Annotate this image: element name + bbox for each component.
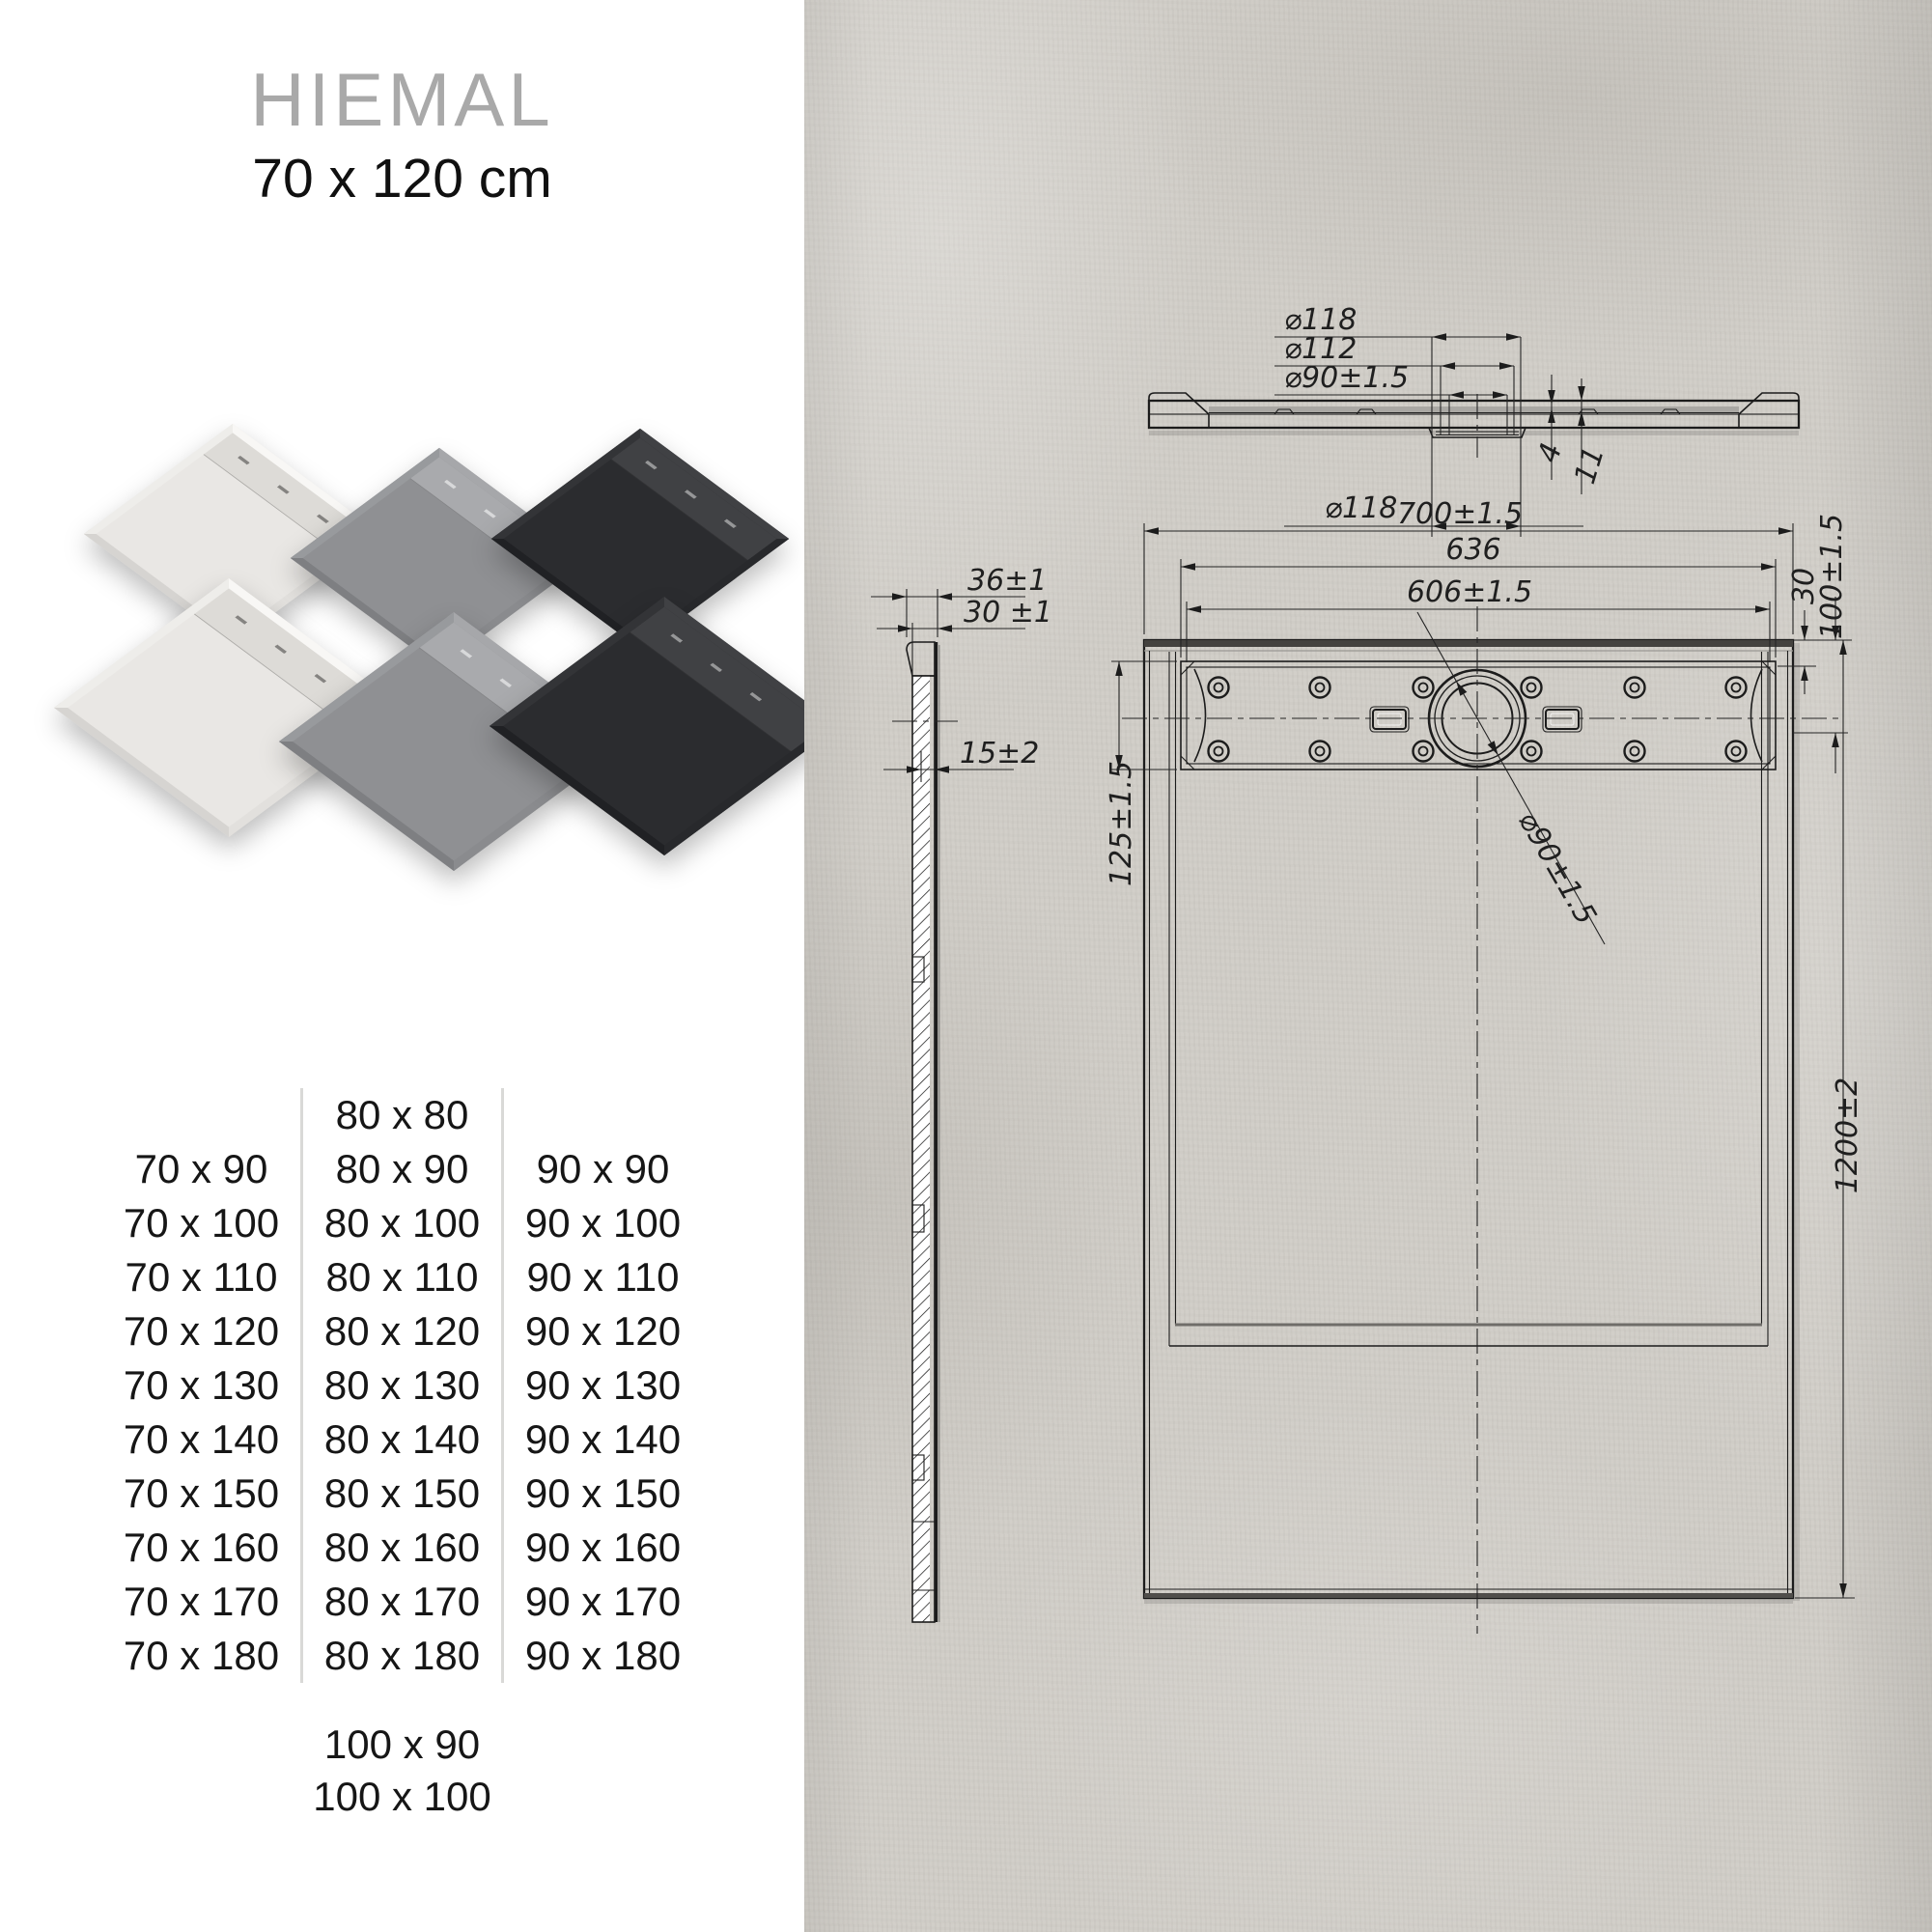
size-option: 80 x 100	[323, 1200, 481, 1246]
dim-label-30-plan: 30	[1787, 567, 1821, 605]
size-option: 90 x 140	[524, 1416, 682, 1462]
dim-label-4: 4	[1531, 438, 1570, 467]
product-title: HIEMAL	[250, 57, 554, 142]
dim-label-dia118-top: ⌀118	[1284, 303, 1358, 337]
size-option: 90 x 180	[524, 1633, 682, 1678]
size-option: 70 x 170	[123, 1579, 280, 1624]
size-option: 80 x 120	[323, 1308, 481, 1354]
dim-label-dia112: ⌀112	[1284, 332, 1358, 366]
dim-label-dia90-section: ⌀90±1.5	[1284, 361, 1410, 395]
size-option: 100 x 90	[323, 1722, 481, 1767]
dim-label-100: 100±1.5	[1815, 513, 1849, 640]
size-option: 100 x 100	[313, 1774, 491, 1819]
size-option: 70 x 180	[123, 1633, 280, 1678]
drain-slots	[1370, 707, 1582, 732]
size-option: 80 x 140	[323, 1416, 481, 1462]
size-option: 90 x 100	[524, 1200, 682, 1246]
size-option: 70 x 90	[134, 1146, 268, 1191]
product-size-subtitle: 70 x 120 cm	[252, 148, 552, 210]
dim-label-636: 636	[1445, 533, 1501, 567]
dim-label-1200: 1200±2	[1831, 1077, 1864, 1194]
size-option: 70 x 100	[123, 1200, 280, 1246]
size-option: 90 x 160	[524, 1525, 682, 1570]
size-column-80	[300, 1088, 504, 1683]
size-column-70	[102, 1088, 300, 1683]
size-option: 90 x 120	[524, 1308, 682, 1354]
dim-label-11: 11	[1568, 442, 1611, 489]
size-option: 80 x 90	[335, 1146, 469, 1191]
side-section-view	[871, 564, 1052, 1622]
size-option: 80 x 160	[323, 1525, 481, 1570]
size-option: 90 x 110	[526, 1254, 680, 1300]
plan-view	[1105, 497, 1864, 1634]
size-spacer	[102, 1088, 300, 1142]
left-panel	[0, 0, 804, 1932]
dim-label-15: 15±2	[960, 737, 1040, 770]
size-option: 80 x 110	[325, 1254, 479, 1300]
size-table	[0, 1088, 804, 1683]
dim-label-125: 125±1.5	[1105, 760, 1138, 887]
size-option: 70 x 150	[123, 1470, 280, 1516]
size-option: 70 x 140	[123, 1416, 280, 1462]
technical-drawing	[804, 0, 1932, 1932]
size-option: 70 x 120	[123, 1308, 280, 1354]
size-option: 90 x 170	[524, 1579, 682, 1624]
size-option: 90 x 130	[524, 1362, 682, 1408]
size-option: 80 x 170	[323, 1579, 481, 1624]
size-option: 70 x 130	[123, 1362, 280, 1408]
size-option: 80 x 180	[323, 1633, 481, 1678]
dim-label-700: 700±1.5	[1396, 497, 1524, 531]
size-spacer	[504, 1088, 702, 1142]
size-option: 80 x 80	[335, 1092, 469, 1137]
dim-label-30-side: 30 ±1	[964, 596, 1052, 630]
dim-label-dia118-bottom: ⌀118	[1325, 491, 1398, 525]
product-renders	[0, 0, 804, 966]
size-option: 80 x 130	[323, 1362, 481, 1408]
dim-label-606: 606±1.5	[1406, 575, 1533, 609]
size-option: 70 x 160	[123, 1525, 280, 1570]
size-option: 80 x 150	[323, 1470, 481, 1516]
size-table-extra	[0, 1719, 804, 1823]
dim-label-dia90-plan: ⌀90±1.5	[1511, 805, 1603, 931]
size-option: 90 x 90	[536, 1146, 670, 1191]
size-option: 90 x 150	[524, 1470, 682, 1516]
size-column-90	[504, 1088, 702, 1683]
technical-drawing-panel	[804, 0, 1932, 1932]
shower-tray-black-front	[490, 597, 839, 855]
dim-label-36: 36±1	[967, 564, 1048, 598]
size-option: 70 x 110	[125, 1254, 278, 1300]
